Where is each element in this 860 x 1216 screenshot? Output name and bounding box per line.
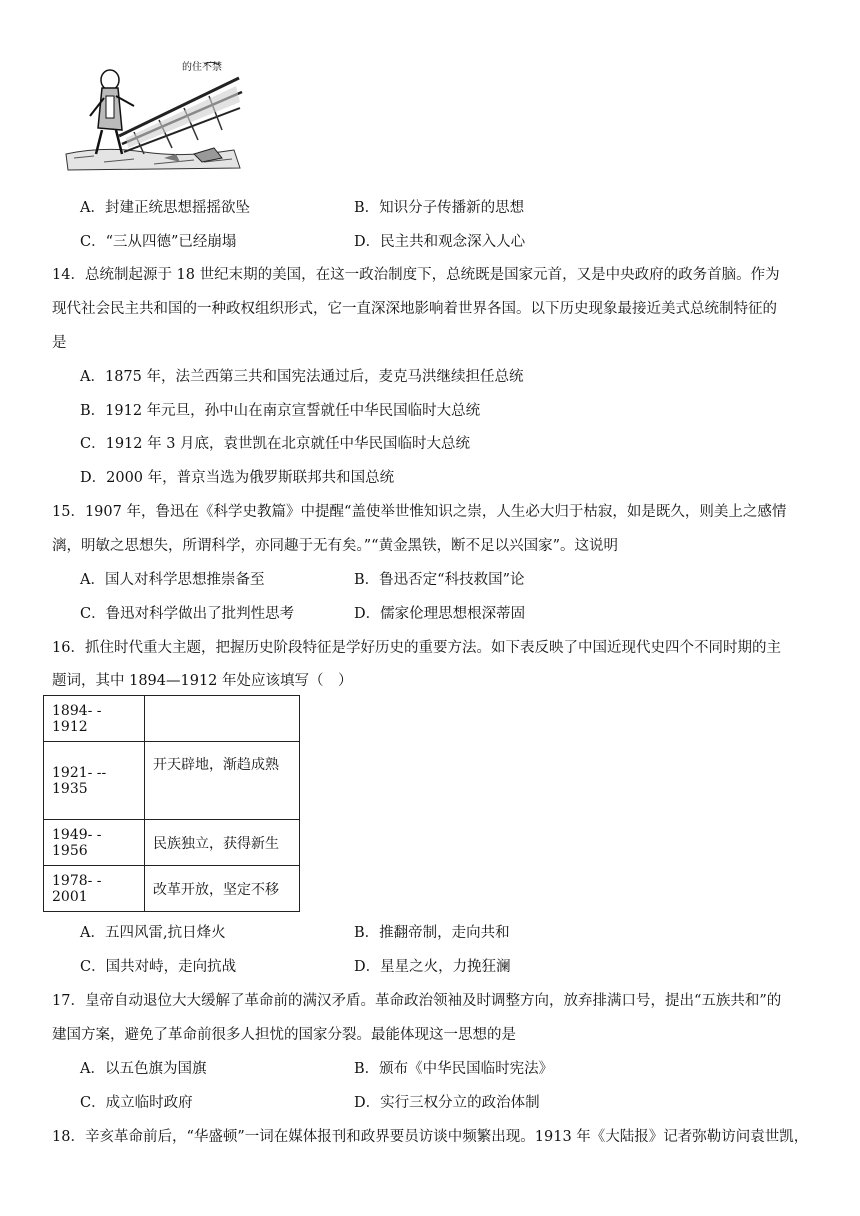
period-cell: 1894- - 1912 xyxy=(44,696,145,742)
q13-option-c[interactable]: C．“三从四德”已经崩塌 xyxy=(80,234,237,250)
q16-stem-line-1: 16．抓住时代重大主题，把握历史阶段特征是学好历史的重要方法。如下表反映了中国近现代史四个不同时期的主 xyxy=(52,640,781,656)
q14-stem-line-1: 14．总统制起源于 18 世纪末期的美国，在这一政治制度下，总统既是国家元首，又是中央政府的政务首脑。作为 xyxy=(52,267,780,283)
period-cell: 1921- -- 1935 xyxy=(44,742,145,820)
q16-option-d[interactable]: D．星星之火，力挽狂澜 xyxy=(354,959,511,975)
q18-stem-line-1: 18．辛亥革命前后，“华盛顿”一词在媒体报刊和政界要员访谈中频繁出现。1913 年《大陆报》记者弥勒访问袁世凯， xyxy=(52,1129,809,1145)
period-cell: 1949- - 1956 xyxy=(44,820,145,866)
q15-option-c[interactable]: C．鲁迅对科学做出了批判性思考 xyxy=(80,606,295,622)
table-row xyxy=(44,866,300,912)
q16-option-a[interactable]: A．五四风雷,抗日烽火 xyxy=(80,925,226,941)
q17-stem-line-1: 17．皇帝自动退位大大缓解了革命前的满汉矛盾。革命政治领袖及时调整方向，放弃排满口号，提出“五族共和”的 xyxy=(52,993,782,1009)
cartoon-image xyxy=(64,58,246,174)
q14-option-b[interactable]: B．1912 年元旦，孙中山在南京宣誓就任中华民国临时大总统 xyxy=(80,403,481,419)
table-row xyxy=(44,696,300,742)
q14-option-a[interactable]: A．1875 年，法兰西第三共和国宪法通过后，麦克马洪继续担任总统 xyxy=(80,369,524,385)
era-theme-table xyxy=(43,695,300,912)
table-row xyxy=(44,820,300,866)
theme-cell: 开天辟地，渐趋成熟 xyxy=(145,742,300,820)
q16-option-b[interactable]: B．推翻帝制，走向共和 xyxy=(354,925,510,941)
q17-stem-line-2: 建国方案，避免了革命前很多人担忧的国家分裂。最能体现这一思想的是 xyxy=(52,1027,516,1043)
cartoon-caption: 的住不禁 xyxy=(182,62,222,73)
q14-option-c[interactable]: C．1912 年 3 月底，袁世凯在北京就任中华民国临时大总统 xyxy=(80,436,471,452)
q14-stem-line-3: 是 xyxy=(52,335,67,351)
q13-option-b[interactable]: B．知识分子传播新的思想 xyxy=(354,200,525,216)
q14-stem-line-2: 现代社会民主共和国的一种政权组织形式，它一直深深地影响着世界各国。以下历史现象最接近美式总统制特征的 xyxy=(52,301,777,317)
q15-option-a[interactable]: A．国人对科学思想推崇备至 xyxy=(80,572,265,588)
q14-option-d[interactable]: D．2000 年，普京当选为俄罗斯联邦共和国总统 xyxy=(80,470,395,486)
q15-stem-line-2: 漓，明敏之思想失，所谓科学，亦同趣于无有矣。”“黄金黑铁，断不足以兴国家”。这说明 xyxy=(52,538,618,554)
q13-option-a[interactable]: A．封建正统思想摇摇欲坠 xyxy=(80,200,250,216)
q15-stem-line-1: 15．1907 年，鲁迅在《科学史教篇》中提醒“盖使举世惟知识之崇，人生必大归于枯寂，如是既久，则美上之感情 xyxy=(52,504,787,520)
q15-option-d[interactable]: D．儒家伦理思想根深蒂固 xyxy=(354,606,526,622)
q17-option-c[interactable]: C．成立临时政府 xyxy=(80,1095,193,1111)
q16-option-c[interactable]: C．国共对峙，走向抗战 xyxy=(80,959,237,975)
q16-stem-line-2: 题词，其中 1894—1912 年处应该填写（ ） xyxy=(52,673,353,689)
theme-cell: 改革开放，坚定不移 xyxy=(145,866,300,912)
theme-cell: 民族独立，获得新生 xyxy=(145,820,300,866)
theme-cell-blank xyxy=(145,696,300,742)
table-row xyxy=(44,742,300,820)
period-cell: 1978- - 2001 xyxy=(44,866,145,912)
q15-option-b[interactable]: B．鲁迅否定“科技救国”论 xyxy=(354,572,525,588)
q13-option-d[interactable]: D．民主共和观念深入人心 xyxy=(354,234,526,250)
q17-option-a[interactable]: A．以五色旗为国旗 xyxy=(80,1061,207,1077)
q17-option-d[interactable]: D．实行三权分立的政治体制 xyxy=(354,1095,540,1111)
q17-option-b[interactable]: B．颁布《中华民国临时宪法》 xyxy=(354,1061,554,1077)
